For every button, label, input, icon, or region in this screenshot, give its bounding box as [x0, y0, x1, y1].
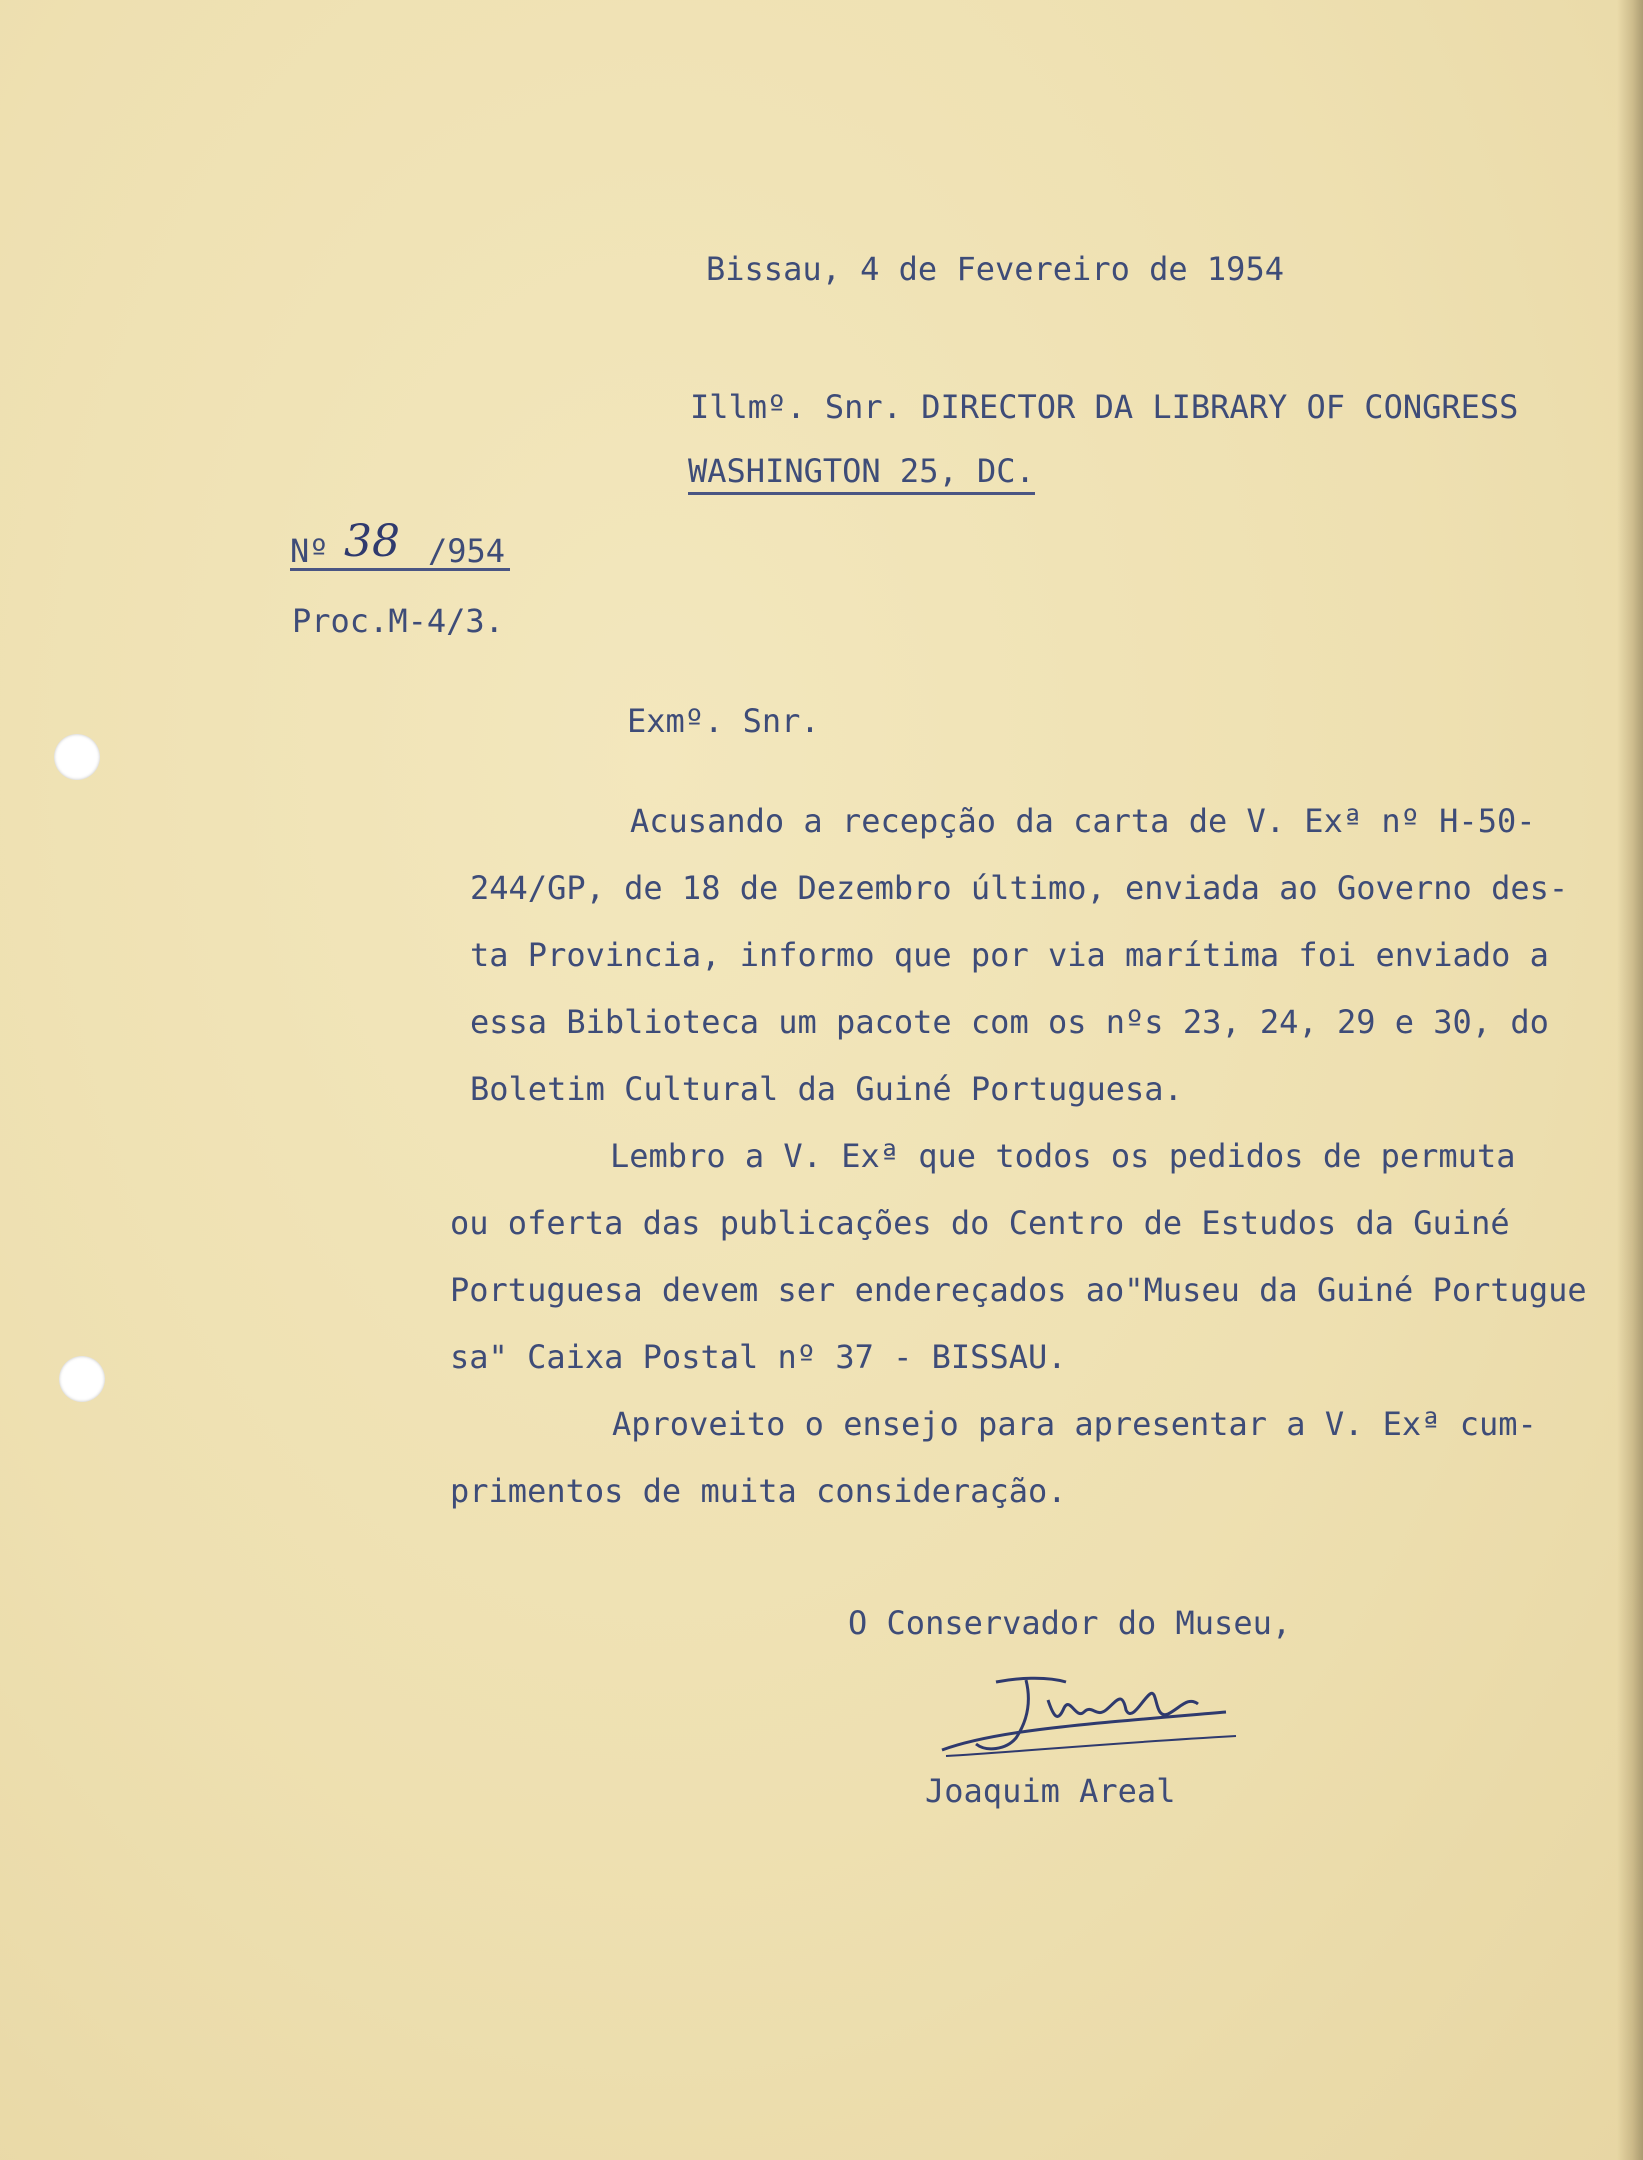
date-line: Bissau, 4 de Fevereiro de 1954 — [706, 250, 1284, 288]
paper-edge — [1617, 0, 1643, 2160]
body-line-5: Boletim Cultural da Guiné Portuguesa. — [470, 1070, 1183, 1108]
body-line-4: essa Biblioteca um pacote com os nºs 23, 24, 29 e 30, do — [470, 1003, 1549, 1041]
body-line-2: 244/GP, de 18 de Dezembro último, enviada ao Governo des- — [470, 869, 1569, 907]
reference-prefix: Nº — [290, 532, 329, 570]
body-line-7: ou oferta das publicações do Centro de Estudos da Guiné — [450, 1204, 1510, 1242]
punch-hole-top — [54, 734, 100, 780]
body-line-8: Portuguesa devem ser endereçados ao"Museu da Guiné Portugue — [450, 1271, 1587, 1309]
signatory-name: Joaquim Areal — [925, 1772, 1176, 1810]
body-line-9: sa" Caixa Postal nº 37 - BISSAU. — [450, 1338, 1067, 1376]
punch-hole-bottom — [59, 1356, 105, 1402]
body-line-6: Lembro a V. Exª que todos os pedidos de permuta — [610, 1137, 1516, 1175]
handwritten-signature — [936, 1660, 1256, 1770]
reference-year: /954 — [428, 532, 506, 570]
closing-line: O Conservador do Museu, — [848, 1604, 1292, 1642]
process-reference: Proc.M-4/3. — [292, 602, 504, 640]
body-line-11: primentos de muita consideração. — [450, 1472, 1067, 1510]
recipient-address: WASHINGTON 25, DC. — [688, 452, 1035, 495]
body-line-3: ta Provincia, informo que por via marítima foi enviado a — [470, 936, 1549, 974]
salutation: Exmº. Snr. — [627, 702, 820, 740]
body-line-10: Aproveito o ensejo para apresentar a V. Exª cum- — [612, 1405, 1537, 1443]
body-line-1: Acusando a recepção da carta de V. Exª nº H-50- — [630, 802, 1536, 840]
recipient-title: Illmº. Snr. DIRECTOR DA LIBRARY OF CONGRESS — [690, 388, 1519, 426]
reference-handwritten-number: 38 — [344, 516, 400, 567]
reference-number — [290, 516, 510, 571]
